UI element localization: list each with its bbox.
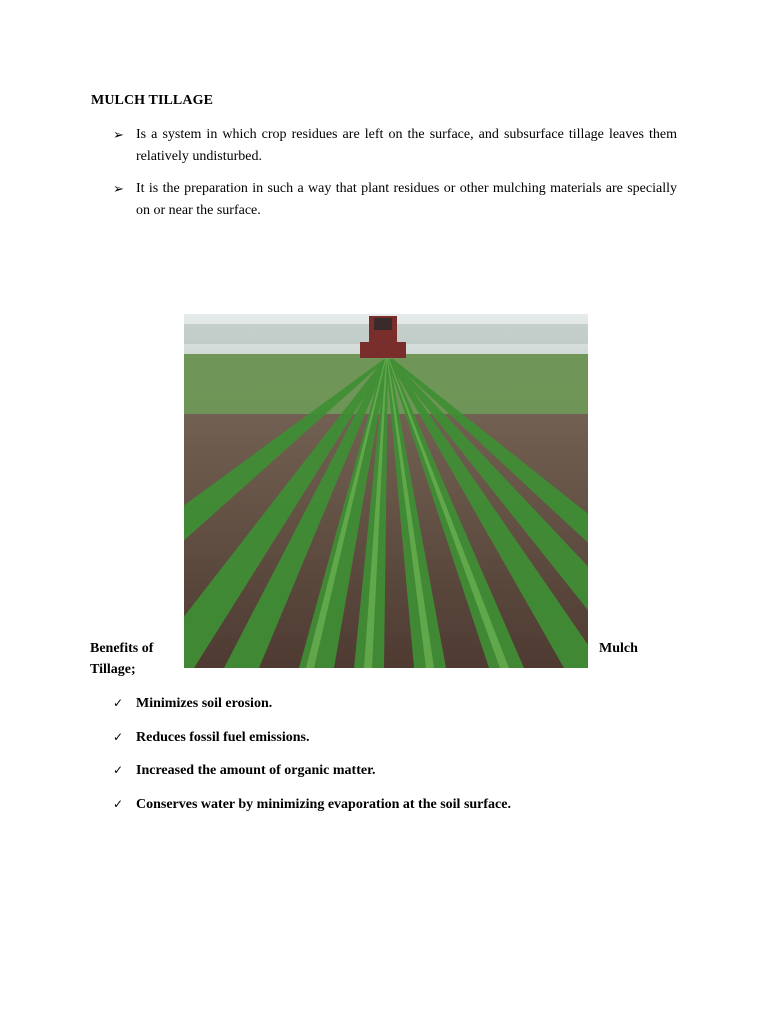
benefits-heading-part3: Tillage; bbox=[90, 662, 136, 677]
benefit-text-4: Conserves water by minimizing evaporation at the soil surface. bbox=[136, 797, 511, 812]
checkmark-icon: ✓ bbox=[113, 696, 124, 710]
benefit-text-3: Increased the amount of organic matter. bbox=[136, 763, 376, 778]
arrow-bullet-icon: ➢ bbox=[113, 181, 124, 196]
benefit-item-1 bbox=[113, 696, 272, 712]
page-title: MULCH TILLAGE bbox=[91, 93, 214, 108]
benefit-text-2: Reduces fossil fuel emissions. bbox=[136, 730, 310, 745]
benefit-item-3 bbox=[113, 763, 376, 779]
checkmark-icon: ✓ bbox=[113, 730, 124, 744]
definition-item-2 bbox=[113, 178, 677, 222]
definition-text-1: Is a system in which crop residues are left on the surface, and subsurface tillage leaves them relatively undisturbed. bbox=[136, 127, 677, 164]
arrow-bullet-icon: ➢ bbox=[113, 127, 124, 142]
crop-field-photo bbox=[184, 314, 588, 668]
checkmark-icon: ✓ bbox=[113, 797, 124, 811]
benefit-text-1: Minimizes soil erosion. bbox=[136, 696, 273, 711]
checkmark-icon: ✓ bbox=[113, 763, 124, 777]
benefit-item-2 bbox=[113, 730, 309, 746]
benefits-heading-part2: Mulch bbox=[599, 641, 638, 656]
benefits-heading-part1: Benefits of bbox=[90, 641, 154, 656]
definition-item-1 bbox=[113, 124, 677, 168]
field-illustration bbox=[184, 314, 588, 668]
benefit-item-4 bbox=[113, 797, 511, 813]
definition-text-2: It is the preparation in such a way that plant residues or other mulching materials are specially on or near the surface. bbox=[136, 181, 677, 218]
